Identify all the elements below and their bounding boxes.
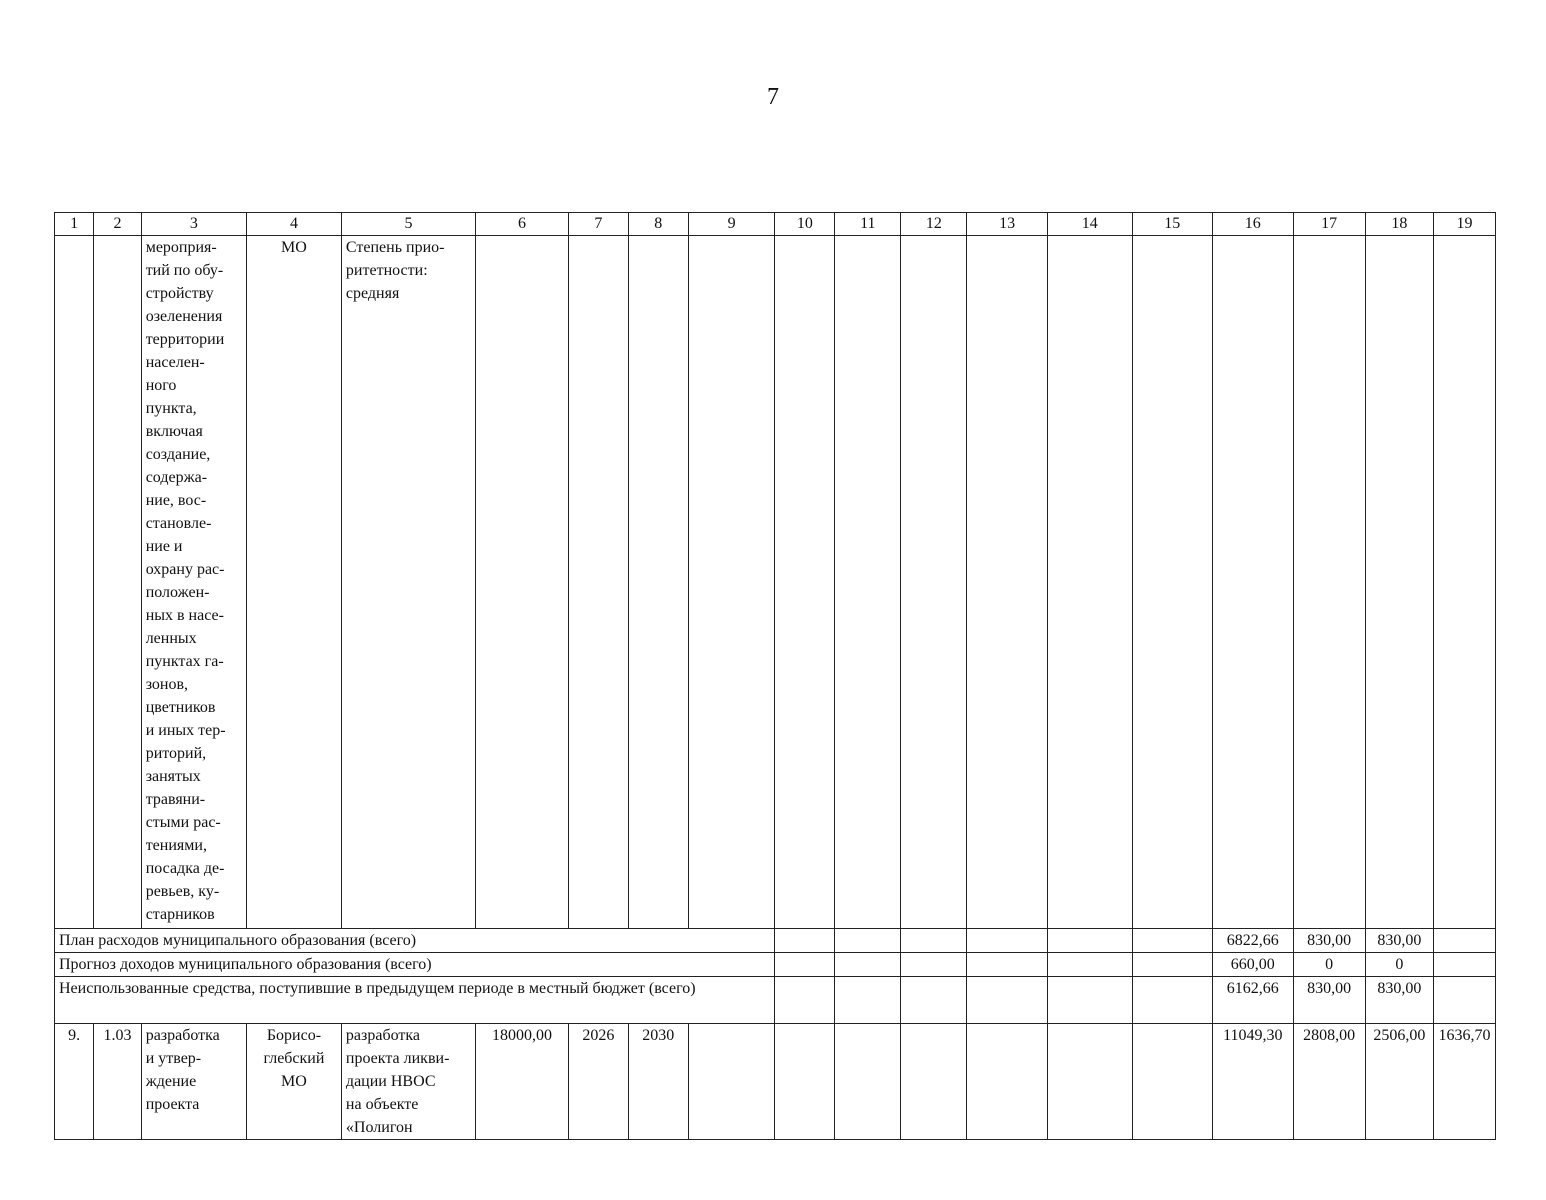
col-number: 19 <box>1433 213 1495 236</box>
summary-label: Неиспользованные средства, поступившие в предыдущем периоде в местный бюджет (всего) <box>55 977 775 1024</box>
text-line: озеленения <box>145 308 223 325</box>
summary-row-expenses <box>55 929 1496 953</box>
col-number: 10 <box>775 213 835 236</box>
page-number: 7 <box>767 84 779 110</box>
col-number: 4 <box>246 213 341 236</box>
table-cell <box>1132 1024 1213 1140</box>
table-cell <box>476 236 569 929</box>
start-year-cell: 2026 <box>569 1024 629 1140</box>
text-line: пунктах га- <box>145 653 224 670</box>
value-cell: 2506,00 <box>1365 1024 1433 1140</box>
text-line: проекта <box>145 1096 200 1113</box>
col-number: 6 <box>476 213 569 236</box>
table-cell <box>775 1024 835 1140</box>
text-line: разработка <box>145 1027 220 1044</box>
table-cell <box>901 953 967 977</box>
value-cell: 830,00 <box>1293 929 1365 953</box>
table-cell <box>901 236 967 929</box>
text-line: стыми рас- <box>145 814 221 831</box>
continued-measure-row <box>55 236 1496 929</box>
col-number: 14 <box>1047 213 1132 236</box>
text-line: тий по обу- <box>145 262 224 279</box>
value-cell <box>1433 929 1495 953</box>
text-line: занятых <box>145 768 201 785</box>
table-cell <box>1047 236 1132 929</box>
col-number: 9 <box>688 213 775 236</box>
row-number-cell: 9. <box>55 1024 94 1140</box>
value-cell: 6162,66 <box>1213 977 1294 1024</box>
table-cell <box>967 929 1048 953</box>
text-line: средняя <box>345 285 400 302</box>
measure-code-cell: 1.03 <box>94 1024 141 1140</box>
municipality-cell: МО <box>246 236 341 929</box>
text-line: мероприя- <box>145 239 217 256</box>
col-number: 15 <box>1132 213 1213 236</box>
table-cell <box>1132 953 1213 977</box>
summary-label: Прогноз доходов муниципального образования (всего) <box>55 953 775 977</box>
table-cell <box>835 236 901 929</box>
text-line: проекта ликви- <box>345 1050 450 1067</box>
table-cell <box>1047 929 1132 953</box>
text-line: Степень прио- <box>345 239 445 256</box>
value-cell: 0 <box>1365 953 1433 977</box>
text-line: посадка де- <box>145 860 225 877</box>
table-row-9 <box>55 1024 1496 1140</box>
table-cell <box>967 236 1048 929</box>
text-line: содержа- <box>145 469 208 486</box>
value-cell: 1636,70 <box>1433 1024 1495 1140</box>
table-cell <box>628 236 688 929</box>
text-line: «Полигон <box>345 1119 413 1136</box>
col-number: 1 <box>55 213 94 236</box>
text-line: цветников <box>145 699 216 716</box>
table-cell <box>1047 1024 1132 1140</box>
text-line: разработка <box>345 1027 420 1044</box>
table-cell <box>835 977 901 1024</box>
table-cell <box>835 953 901 977</box>
measures-table <box>54 212 1496 1140</box>
text-line: ние, вос- <box>145 492 207 509</box>
table-cell <box>688 1024 775 1140</box>
table-cell <box>569 236 629 929</box>
end-year-cell: 2030 <box>628 1024 688 1140</box>
table-cell <box>835 1024 901 1140</box>
text-line: населен- <box>145 354 205 371</box>
table-cell <box>775 236 835 929</box>
col-number: 2 <box>94 213 141 236</box>
table-cell <box>1047 977 1132 1024</box>
text-line: охрану рас- <box>145 561 225 578</box>
priority-cell <box>341 236 475 929</box>
col-number: 7 <box>569 213 629 236</box>
col-number: 17 <box>1293 213 1365 236</box>
municipality-cell <box>246 1024 341 1140</box>
table-cell <box>901 977 967 1024</box>
text-line: территории <box>145 331 225 348</box>
table-cell <box>1365 236 1433 929</box>
table-cell <box>1132 929 1213 953</box>
table-cell <box>55 236 94 929</box>
table-cell <box>94 236 141 929</box>
project-description-cell <box>341 1024 475 1140</box>
col-number: 5 <box>341 213 475 236</box>
text-line: создание, <box>145 446 211 463</box>
text-line: ного <box>145 377 177 394</box>
text-line: пункта, <box>145 400 197 417</box>
col-number: 8 <box>628 213 688 236</box>
text-line: включая <box>145 423 203 440</box>
measure-description-cell <box>141 236 246 929</box>
col-number: 16 <box>1213 213 1294 236</box>
text-line: и иных тер- <box>145 722 226 739</box>
text-line: глебский <box>263 1050 325 1067</box>
table-cell <box>775 929 835 953</box>
column-number-row <box>55 213 1496 236</box>
text-line: риторий, <box>145 745 207 762</box>
value-cell: 0 <box>1293 953 1365 977</box>
table-cell <box>688 236 775 929</box>
table-cell <box>835 929 901 953</box>
table-cell <box>775 977 835 1024</box>
summary-label: План расходов муниципального образования (всего) <box>55 929 775 953</box>
table-cell <box>1132 977 1213 1024</box>
text-line: и утвер- <box>145 1050 202 1067</box>
value-cell: 6822,66 <box>1213 929 1294 953</box>
col-number: 13 <box>967 213 1048 236</box>
table-cell <box>775 953 835 977</box>
text-line: старников <box>145 906 215 923</box>
summary-row-income <box>55 953 1496 977</box>
text-line: ждение <box>145 1073 197 1090</box>
table-cell <box>901 929 967 953</box>
table-cell <box>1047 953 1132 977</box>
table-cell <box>967 953 1048 977</box>
table-cell <box>1293 236 1365 929</box>
text-line: положен- <box>145 584 210 601</box>
table-cell <box>967 1024 1048 1140</box>
value-cell: 2808,00 <box>1293 1024 1365 1140</box>
text-line: на объекте <box>345 1096 419 1113</box>
col-number: 12 <box>901 213 967 236</box>
summary-row-unused-funds <box>55 977 1496 1024</box>
col-number: 11 <box>835 213 901 236</box>
table-cell <box>1213 236 1294 929</box>
text-line: ленных <box>145 630 197 647</box>
text-line: ных в насе- <box>145 607 224 624</box>
table-cell <box>1433 236 1495 929</box>
text-line: ревьев, ку- <box>145 883 220 900</box>
value-cell: 830,00 <box>1365 929 1433 953</box>
measure-description-cell <box>141 1024 246 1140</box>
text-line: ние и <box>145 538 183 555</box>
table-cell <box>1132 236 1213 929</box>
text-line: становле- <box>145 515 212 532</box>
cost-cell: 18000,00 <box>476 1024 569 1140</box>
text-line: Борисо- <box>266 1027 322 1044</box>
col-number: 18 <box>1365 213 1433 236</box>
value-cell: 11049,30 <box>1213 1024 1294 1140</box>
value-cell: 830,00 <box>1365 977 1433 1024</box>
value-cell <box>1433 977 1495 1024</box>
table-cell <box>901 1024 967 1140</box>
table-cell <box>967 977 1048 1024</box>
text-line: МО <box>281 1073 307 1090</box>
text-line: травяни- <box>145 791 206 808</box>
text-line: тениями, <box>145 837 207 854</box>
text-line: стройству <box>145 285 214 302</box>
text-line: зонов, <box>145 676 189 693</box>
col-number: 3 <box>141 213 246 236</box>
value-cell: 660,00 <box>1213 953 1294 977</box>
text-line: дации НВОС <box>345 1073 436 1090</box>
value-cell: 830,00 <box>1293 977 1365 1024</box>
value-cell <box>1433 953 1495 977</box>
text-line: ритетности: <box>345 262 428 279</box>
